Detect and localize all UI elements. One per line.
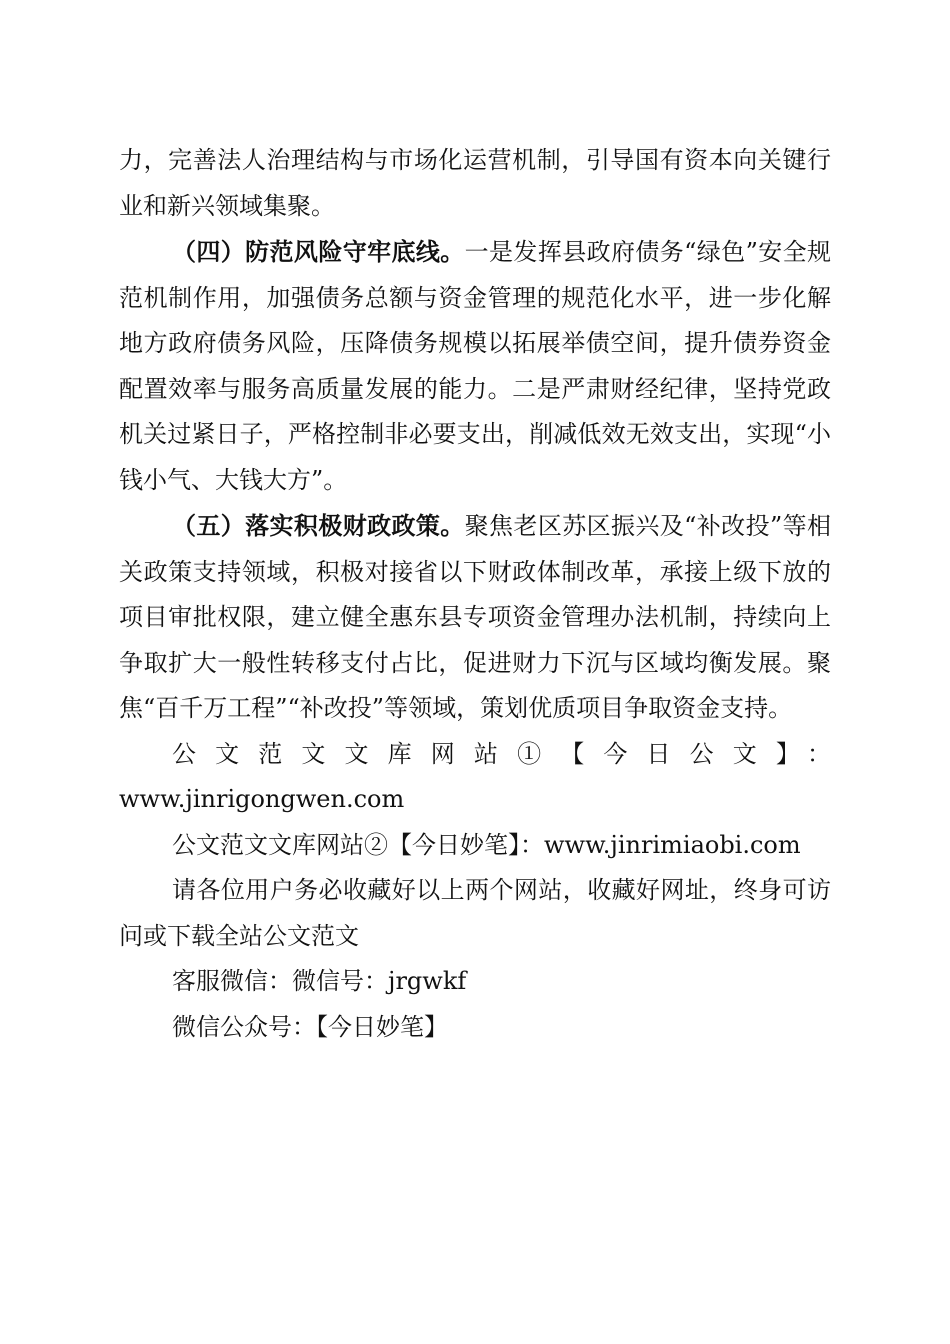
document-page [119,138,831,1050]
official-account: 微信公众号：【今日妙笔】 [172,1012,448,1041]
site1-url[interactable]: www.jinrigongwen.com [119,785,405,813]
paragraph-risk-prevention [119,229,831,503]
section-heading-5: （五）落实积极财政政策。 [172,511,465,540]
site2-line: 公文范文文库网站②【今日妙笔】：www.jinrimiaobi.com [172,830,801,859]
section-body-4: 一是发挥县政府债务“绿色”安全规范机制作用，加强债务总额与资金管理的规范化水平，进一步化解地方政府债务风险，压降债务规模以拓展举债空间，提升债券资金配置效率与服务高质量发展的能力。二是严肃财经纪律，坚持党政机关过紧日子，严格控制非必要支出，削减低效无效支出，实现“小钱小气、大钱大方”。 [119,238,832,494]
section-body-5: 聚焦老区苏区振兴及“补改投”等相关政策支持领域，积极对接省以下财政体制改革，承接上级下放的项目审批权限，建立健全惠东县专项资金管理办法机制，持续向上争取扩大一般性转移支付占比，促进财力下沉与区域均衡发展。聚焦“百千万工程”“补改投”等领域，策划优质项目争取资金支持。 [119,512,832,722]
paragraph-continuation: 力，完善法人治理结构与市场化运营机制，引导国有资本向关键行业和新兴领域集聚。 [119,146,831,220]
customer-service-wechat: 客服微信：微信号：jrgwkf [172,967,467,995]
site1-label: 公文范文文库网站①【今日公文】： [172,739,831,768]
section-heading-4: （四）防范风险守牢底线。 [172,237,465,266]
bookmark-notice: 请各位用户务必收藏好以上两个网站，收藏好网址，终身可访问或下载全站公文范文 [119,876,831,950]
paragraph-fiscal-policy [119,503,831,732]
